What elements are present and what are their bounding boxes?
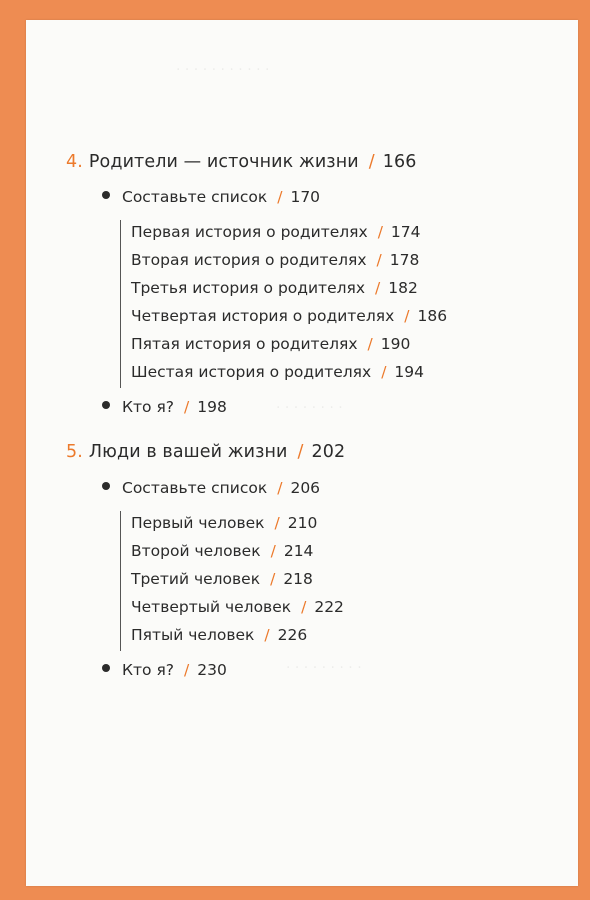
bullet-icon <box>102 191 110 199</box>
page-number: 210 <box>287 514 318 532</box>
entry-label: Составьте список <box>122 188 268 206</box>
page-number: 174 <box>390 223 421 241</box>
separator-slash: / <box>381 363 387 381</box>
show-through-text: · · · · · · · · <box>276 400 343 416</box>
story-entry[interactable] <box>131 253 419 269</box>
separator-slash: / <box>184 398 190 416</box>
page-number: 182 <box>388 279 418 297</box>
page-number: 218 <box>283 570 313 588</box>
who-am-i-entry[interactable] <box>102 663 227 679</box>
person-entry[interactable] <box>131 544 313 560</box>
story-entry[interactable] <box>131 309 447 325</box>
page-number: 202 <box>311 442 346 462</box>
separator-slash: / <box>277 479 283 497</box>
chapter-number: 4. <box>66 152 83 172</box>
page-number: 198 <box>197 398 227 416</box>
separator-slash: / <box>297 442 304 462</box>
separator-slash: / <box>301 598 307 616</box>
list-entry[interactable] <box>102 190 320 206</box>
entry-label: Пятая история о родителях <box>131 335 358 353</box>
page-number: 230 <box>197 661 227 679</box>
entry-label: Второй человек <box>131 542 261 560</box>
bullet-icon <box>102 401 110 409</box>
page-number: 222 <box>314 598 344 616</box>
story-entry[interactable] <box>131 281 418 297</box>
entry-label: Шестая история о родителях <box>131 363 372 381</box>
story-entry[interactable] <box>131 225 421 241</box>
story-entry[interactable] <box>131 337 410 353</box>
page-number: 186 <box>417 307 448 325</box>
page-number: 178 <box>389 251 420 269</box>
person-entry[interactable] <box>131 516 317 532</box>
person-entry[interactable] <box>131 600 344 616</box>
separator-slash: / <box>270 570 276 588</box>
page-number: 166 <box>382 152 417 172</box>
separator-slash: / <box>377 223 383 241</box>
chapter-title: Родители — источник жизни <box>88 152 359 172</box>
person-entry[interactable] <box>131 572 313 588</box>
story-entry[interactable] <box>131 365 424 381</box>
separator-slash: / <box>277 188 283 206</box>
separator-slash: / <box>367 335 373 353</box>
separator-slash: / <box>184 661 190 679</box>
separator-slash: / <box>376 251 382 269</box>
separator-slash: / <box>270 542 276 560</box>
chapter-5-entry[interactable] <box>66 444 345 462</box>
subsection-bracket <box>120 220 121 388</box>
show-through-text: · · · · · · · · · · · <box>176 62 270 78</box>
entry-label: Третья история о родителях <box>131 279 366 297</box>
separator-slash: / <box>264 626 270 644</box>
page-number: 206 <box>290 479 321 497</box>
page-number: 226 <box>277 626 308 644</box>
bullet-icon <box>102 482 110 490</box>
person-entry[interactable] <box>131 628 307 644</box>
chapter-title: Люди в вашей жизни <box>88 442 288 462</box>
entry-label: Третий человек <box>131 570 261 588</box>
separator-slash: / <box>375 279 381 297</box>
entry-label: Четвертая история о родителях <box>131 307 395 325</box>
separator-slash: / <box>368 152 375 172</box>
entry-label: Первая история о родителях <box>131 223 368 241</box>
entry-label: Кто я? <box>122 398 174 416</box>
entry-label: Вторая история о родителях <box>131 251 367 269</box>
subsection-bracket <box>120 511 121 651</box>
entry-label: Кто я? <box>122 661 174 679</box>
page-number: 194 <box>394 363 425 381</box>
entry-label: Составьте список <box>122 479 268 497</box>
page-number: 170 <box>290 188 321 206</box>
entry-label: Четвертый человек <box>131 598 292 616</box>
chapter-number: 5. <box>66 442 83 462</box>
entry-label: Первый человек <box>131 514 265 532</box>
toc-page <box>26 20 578 886</box>
chapter-4-entry[interactable] <box>66 154 416 172</box>
separator-slash: / <box>274 514 280 532</box>
page-number: 214 <box>283 542 314 560</box>
page-number: 190 <box>380 335 411 353</box>
who-am-i-entry[interactable] <box>102 400 227 416</box>
entry-label: Пятый человек <box>131 626 255 644</box>
bullet-icon <box>102 664 110 672</box>
show-through-text: · · · · · · · · · <box>286 660 362 676</box>
separator-slash: / <box>404 307 410 325</box>
list-entry[interactable] <box>102 481 320 497</box>
